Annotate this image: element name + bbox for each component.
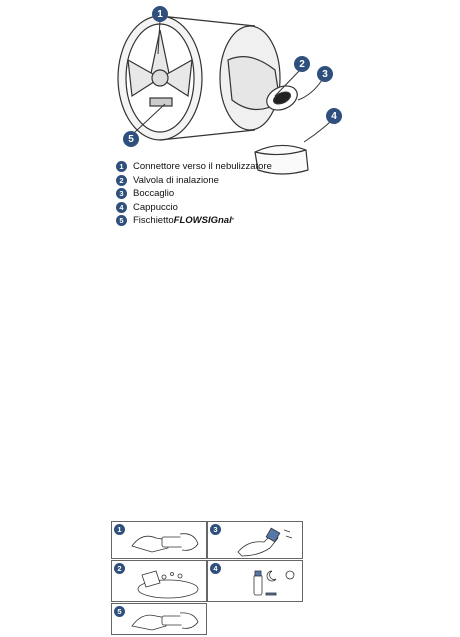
instruction-panel-5	[111, 603, 207, 635]
legend-item	[116, 160, 376, 174]
legend-number: 3	[116, 188, 127, 199]
hand-illustration	[112, 522, 206, 558]
panel-number: 1	[114, 524, 125, 535]
panel-number: 3	[210, 524, 221, 535]
legend-label: Fischietto	[133, 215, 174, 227]
instruction-panel-1	[111, 521, 207, 559]
panel-number: 4	[210, 563, 221, 574]
legend-label: Cappuccio	[133, 201, 178, 213]
hand-illustration	[112, 604, 206, 634]
hand-illustration	[208, 522, 302, 558]
legend-label: Valvola di inalazione	[133, 174, 219, 186]
parts-legend	[116, 160, 376, 228]
callout-marker-4: 4	[326, 108, 342, 124]
trademark-mark: *	[231, 217, 235, 224]
panel-number: 2	[114, 563, 125, 574]
instruction-panel-2	[111, 560, 207, 602]
washing-illustration	[112, 561, 206, 601]
callout-marker-1: 1	[152, 6, 168, 22]
legend-item	[116, 174, 376, 188]
callout-marker-5: 5	[123, 131, 139, 147]
legend-item	[116, 214, 376, 228]
legend-item	[116, 187, 376, 201]
legend-label: Connettore verso il nebulizzatore	[133, 161, 272, 173]
legend-number: 4	[116, 202, 127, 213]
brand-name: FLOWSIGnal	[173, 215, 232, 227]
legend-number: 5	[116, 215, 127, 226]
instruction-panel-3	[207, 521, 303, 559]
legend-label: Boccaglio	[133, 188, 175, 200]
panel-number: 5	[114, 606, 125, 617]
callout-marker-2: 2	[294, 56, 310, 72]
callout-marker-3: 3	[317, 66, 333, 82]
instruction-panel-4	[207, 560, 303, 602]
drying-illustration	[208, 561, 302, 601]
legend-item	[116, 201, 376, 215]
legend-number: 2	[116, 175, 127, 186]
legend-number: 1	[116, 161, 127, 172]
